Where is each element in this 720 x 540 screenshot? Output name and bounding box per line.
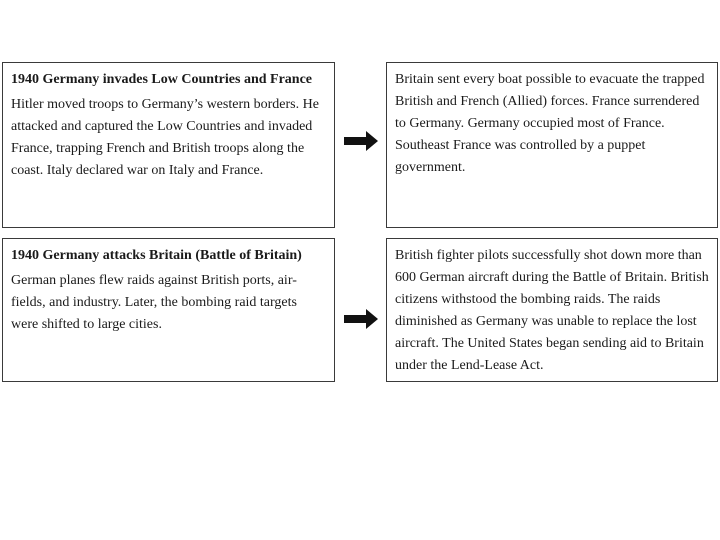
- effect-box-2: [386, 238, 718, 382]
- cause-title-1: 1940 Germany invades Low Countries and France: [11, 72, 312, 87]
- cause-text-1: Hitler moved troops to Germany’s western borders. He attacked and captured the Low Countries and invaded France, trapping French and British troops along the coast. Italy declared war on Italy and France.: [11, 97, 319, 178]
- cause-title-2: 1940 Germany attacks Britain (Battle of Britain): [11, 248, 302, 263]
- cause-text-2: German planes flew raids against British ports, air-fields, and industry. Later, the bombing raid targets were shifted to large cities.: [11, 273, 297, 332]
- cause-box-2: [2, 238, 335, 382]
- effect-text-1: Britain sent every boat possible to evacuate the trapped British and French (Allied) forces. France surrendered to Germany. Germany occupied most of France. Southeast France was controlled by a puppet government.: [395, 72, 705, 175]
- effect-text-2: British fighter pilots successfully shot down more than 600 German aircraft during the Battle of Britain. British citizens withstood the bombing raids. The raids diminished as Germany was unable to replace the lost aircraft. The United States began sending aid to Britain under the Lend-Lease Act.: [395, 248, 709, 373]
- arrow-right-icon: [344, 309, 378, 329]
- effect-box-1: [386, 62, 718, 228]
- arrow-right-icon: [344, 131, 378, 151]
- cause-box-1: [2, 62, 335, 228]
